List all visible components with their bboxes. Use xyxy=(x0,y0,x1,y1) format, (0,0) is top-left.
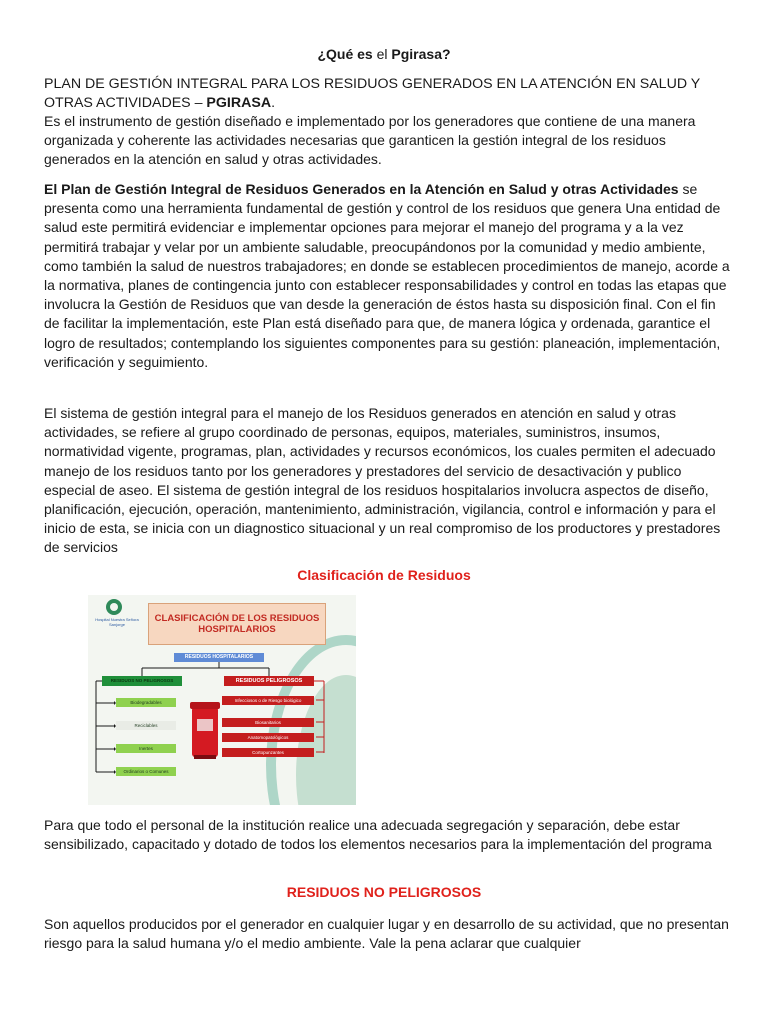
plan-body-text: se presenta como una herramienta fundamental de gestión y control de los residuos que genera Una entidad de salud este permitirá evidenciar e implementar opciones para mejorar el manejo del programa y a la vez permitirá trabajar y velar por un ambiente saludable, preocupándonos por la comunidad y medio ambiente, como también la salud de nuestros trabajadores; en donde se establecen procedimientos de manejo, acorde a la normativa, planes de contingencia junto con establecer responsabilidades y control en todas las etapas que involucra la Gestión de Residuos que van desde la generación de éstos hasta su disposición final. Con el fin de facilitar la implementación, este Plan está diseñado para que, de manera lógica y ordenada, garantice el logro de resultados; contemplando los siguientes componentes para su gestión: planeación, implementación, verificación y seguimiento. xyxy=(44,181,730,370)
np-item-reciclables: Reciclables xyxy=(116,721,176,730)
caps-end: . xyxy=(271,94,276,111)
page-title xyxy=(0,44,768,64)
classification-infographic xyxy=(88,595,356,805)
title-part-3: Pgirasa? xyxy=(391,46,451,62)
no-peligrosos-paragraph: Son aquellos producidos por el generador en cualquier lugar y en desarrollo de su actividad, que no presentan riesgo para la salud humana y/o el medio ambiente. Vale la pena aclarar que cualquier xyxy=(44,916,729,952)
segregation-paragraph: Para que todo el personal de la institución realice una adecuada segregación y separación, debe estar sensibilizado, capacitado y dotado de todos los elementos necesarios para la implementación del programa xyxy=(44,817,712,853)
p-item-cortopunzantes: Cortopunzantes xyxy=(222,748,314,757)
plan-bold-lead: El Plan de Gestión Integral de Residuos Generados en la Atención en Salud y otras Actividades xyxy=(44,181,679,197)
node-residuos-no-peligrosos: RESIDUOS NO PELIGROSOS xyxy=(102,676,182,686)
infographic-title-line-2: HOSPITALARIOS xyxy=(198,624,276,635)
infographic-connectors xyxy=(88,595,356,805)
red-waste-bin-image xyxy=(188,699,222,761)
title-part-1: ¿Qué es xyxy=(317,46,373,62)
sistema-paragraph: El sistema de gestión integral para el manejo de los Residuos generados en atención en salud y otras actividades, se refiere al grupo coordinado de personas, equipos, materiales, suministros, insumos, normatividad vigente, programas, plan, actividades y recursos económicos, los cuales permiten el adecuado manejo de los residuos tanto por los generadores y prestadores del servicio de desactivación y publico especial de aseo. El sistema de gestión integral de los residuos hospitalarios involucra aspectos de diseño, planificación, ejecución, operación, mantenimiento, administración, vigilancia, control e información y para el inicio de esta, se inicia con un diagnostico situacional y un real compromiso de los productores y prestadores de servicios xyxy=(44,405,721,556)
np-item-biodegradables: Biodegradables xyxy=(116,698,176,707)
intro-paragraph: Es el instrumento de gestión diseñado e implementado por los generadores que contiene de una manera organizada y coherente las actividades necesarias que garanticen la gestión integral de los residuos generados en la atención en salud y otras actividades. xyxy=(44,113,696,167)
infographic-title-line-1: CLASIFICACIÓN DE LOS RESIDUOS xyxy=(154,613,320,624)
logo-text: Hospital Nuestra Señora Sanjorge xyxy=(95,617,139,627)
caps-text: PLAN DE GESTIÓN INTEGRAL PARA LOS RESIDUOS GENERADOS EN LA ATENCIÓN EN SALUD Y OTRAS ACTIVIDADES – xyxy=(44,76,700,111)
np-item-inertes: Inertes xyxy=(116,744,176,753)
section-heading-no-peligrosos: RESIDUOS NO PELIGROSOS xyxy=(286,884,482,900)
node-residuos-peligrosos: RESIDUOS PELIGROSOS xyxy=(224,676,314,686)
pgirasa-definition-title xyxy=(44,75,734,112)
p-item-biosanitarios: Biosanitarios xyxy=(222,718,314,727)
plan-paragraph xyxy=(44,180,734,372)
np-item-ordinarios: Ordinarios o Comunes xyxy=(116,767,176,776)
title-part-2: el xyxy=(372,46,392,62)
p-item-infecciosos: Infecciosos o de Riesgo biológico xyxy=(222,696,314,705)
root-node-residuos-hospitalarios: RESIDUOS HOSPITALARIOS xyxy=(174,653,264,662)
section-heading-clasificacion: Clasificación de Residuos xyxy=(297,567,471,583)
pgirasa-acronym: PGIRASA xyxy=(206,94,272,111)
p-item-anatomopatologicos: Anatomopatológicos xyxy=(222,733,314,742)
